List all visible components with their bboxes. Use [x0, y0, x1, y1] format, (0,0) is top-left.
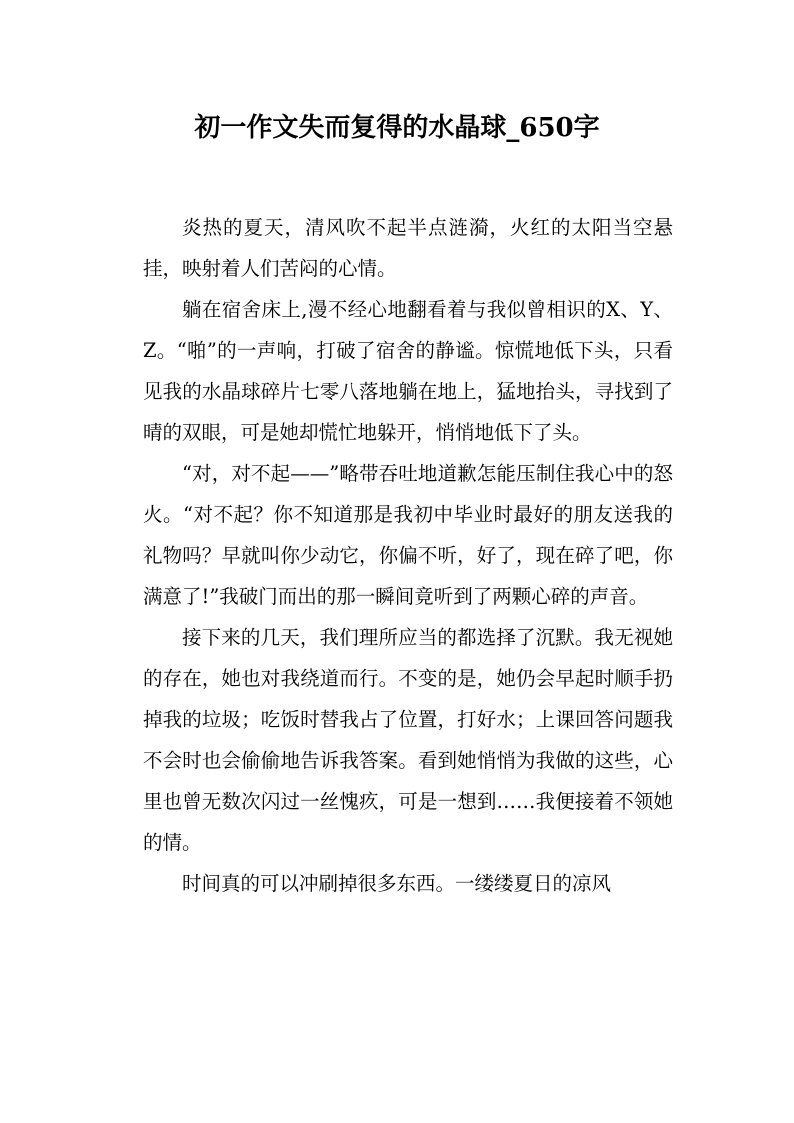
paragraph: “对，对不起——”略带吞吐地道歉怎能压制住我心中的怒火。“对不起？你不知道那是我初中毕业时最好的朋友送我的礼物吗？早就叫你少动它，你偏不听，好了，现在碎了吧，你满意了!”我破门而出的那一瞬间竟听到了两颗心碎的声音。 [143, 462, 673, 608]
paragraph: 接下来的几天，我们理所应当的都选择了沉默。我无视她的存在，她也对我绕道而行。不变的是，她仍会早起时顺手扔掉我的垃圾；吃饭时替我占了位置，打好水；上课回答问题我不会时也会偷偷地告诉我答案。看到她悄悄为我做的这些，心里也曾无数次闪过一丝愧疚，可是一想到……我便接着不领她的情。 [143, 626, 673, 854]
paragraph: 炎热的夏天，清风吹不起半点涟漪，火红的太阳当空悬挂，映射着人们苦闷的心情。 [143, 216, 673, 280]
document-body [143, 207, 673, 904]
document-title: 初一作文失而复得的水晶球_650字 [194, 113, 600, 143]
paragraph: 躺在宿舍床上,漫不经心地翻看着与我似曾相识的X、Y、Z。“啪”的一声响，打破了宿舍的静谧。惊慌地低下头，只看见我的水晶球碎片七零八落地躺在地上，猛地抬头，寻找到了晴的双眼，可是她却慌忙地躲开，悄悄地低下了头。 [143, 298, 673, 444]
paragraph: 时间真的可以冲刷掉很多东西。一缕缕夏日的凉风 [182, 872, 612, 895]
